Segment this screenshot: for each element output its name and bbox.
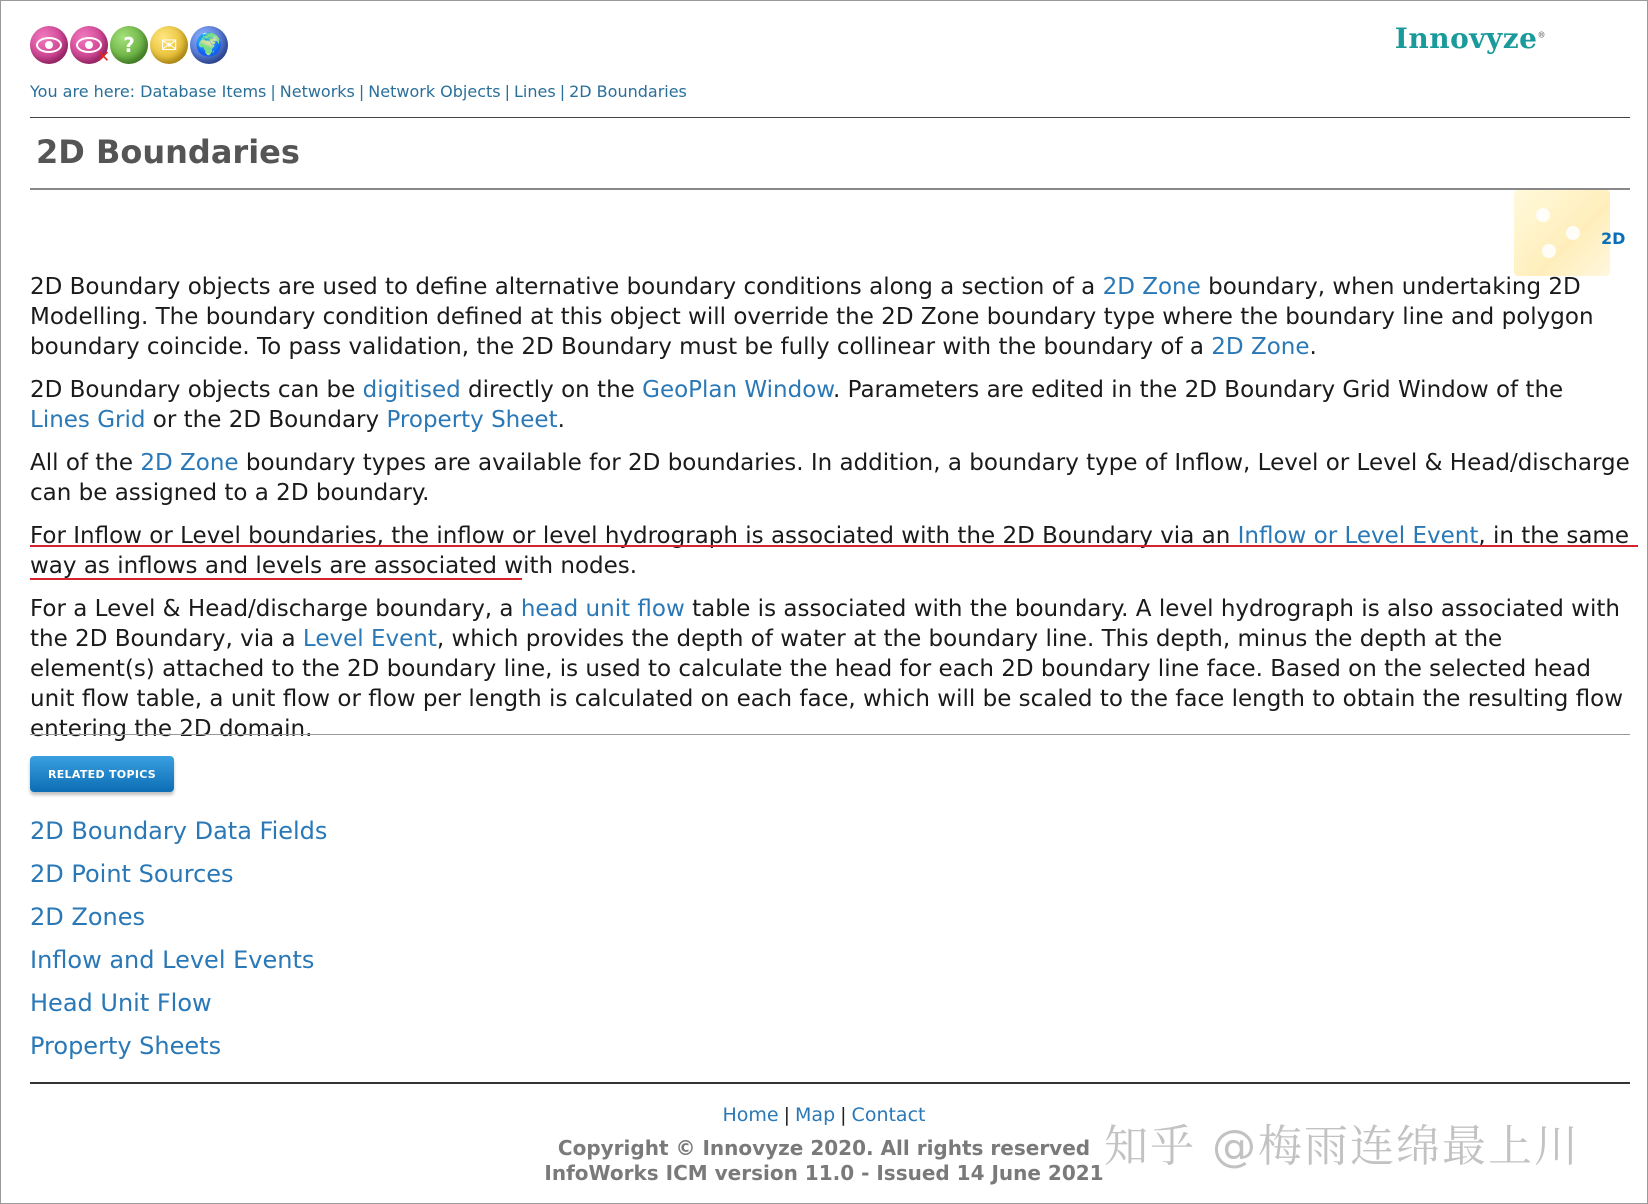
link-2d-zone[interactable]: 2D Zone — [1102, 274, 1201, 300]
link-2d-zone[interactable]: 2D Zone — [140, 450, 239, 476]
help-icon[interactable]: ? — [110, 26, 148, 64]
breadcrumb-2d-boundaries[interactable]: 2D Boundaries — [569, 82, 687, 101]
paragraph-head-discharge: For a Level & Head/discharge boundary, a head unit flow table is associated with the boundary. A level hydrograph is also associated with the 2D Boundary, via a Level Event, which provides the depth of water at the boundary line. This depth, minus the depth at the element(s) attached to the 2D boundary line, is used to calculate the head for each 2D boundary line face. Based on the selected head unit flow table, a unit flow or flow per length is calculated on each face, which will be scaled to the face length to obtain the resulting flow entering the 2D domain. — [30, 596, 1624, 742]
footer-map-link[interactable]: Map — [795, 1104, 836, 1126]
breadcrumb-lines[interactable]: Lines — [514, 82, 556, 101]
paragraph-digitising: 2D Boundary objects can be digitised directly on the GeoPlan Window. Parameters are edited in the 2D Boundary Grid Window of the Lines Grid or the 2D Boundary Property Sheet. — [30, 377, 1564, 433]
divider — [30, 188, 1630, 190]
related-topic-2d-point-sources[interactable]: 2D Point Sources — [30, 860, 234, 888]
mail-icon[interactable]: ✉ — [150, 26, 188, 64]
related-topic-head-unit-flow[interactable]: Head Unit Flow — [30, 989, 212, 1017]
link-digitised[interactable]: digitised — [362, 377, 461, 403]
divider — [30, 734, 1630, 735]
link-level-event[interactable]: Level Event — [302, 626, 437, 652]
footer-contact-link[interactable]: Contact — [851, 1104, 926, 1126]
paragraph-intro: 2D Boundary objects are used to define alternative boundary conditions along a section of a 2D Zone boundary, when undertaking 2D Modelling. The boundary condition defined at this object will override the 2D Zone boundary type where the boundary line and polygon boundary coincide. To pass validation, the 2D Boundary must be fully collinear with the boundary of a 2D Zone. — [30, 274, 1594, 360]
breadcrumb: You are here: Database Items | Networks | Network Objects | Lines | 2D Boundaries — [30, 82, 687, 101]
corner-decoration-image — [1514, 190, 1610, 276]
link-lines-grid[interactable]: Lines Grid — [30, 407, 146, 433]
breadcrumb-database-items[interactable]: Database Items — [140, 82, 267, 101]
related-topic-inflow-level-events[interactable]: Inflow and Level Events — [30, 946, 315, 974]
brand-logo[interactable]: Innovyze® — [1394, 22, 1546, 55]
link-property-sheet[interactable]: Property Sheet — [386, 407, 558, 433]
paragraph-boundary-types: All of the 2D Zone boundary types are available for 2D boundaries. In addition, a boundary type of Inflow, Level or Level & Head/discharge can be assigned to a 2D boundary. — [30, 450, 1630, 506]
divider — [30, 117, 1630, 118]
watermark: 知乎 @梅雨连绵最上川 — [1104, 1121, 1580, 1172]
breadcrumb-prefix: You are here: — [30, 82, 136, 101]
copyright-text: Copyright © Innovyze 2020. All rights reserved — [557, 1136, 1091, 1160]
version-text: InfoWorks ICM version 11.0 - Issued 14 June 2021 — [544, 1161, 1104, 1185]
link-2d-zone[interactable]: 2D Zone — [1211, 334, 1310, 360]
main-content — [30, 272, 1630, 757]
footer-links: Home | Map | Contact — [722, 1104, 926, 1126]
eye-cross-icon[interactable]: ✕ — [70, 26, 108, 64]
page-title: 2D Boundaries — [36, 133, 300, 171]
red-underline-annotation — [30, 545, 1638, 547]
eye-icon[interactable] — [30, 26, 68, 64]
divider — [30, 1082, 1630, 1084]
red-underline-annotation — [30, 578, 522, 580]
link-inflow-level-event[interactable]: Inflow or Level Event — [1237, 523, 1479, 549]
related-topics-button[interactable]: RELATED TOPICS — [30, 756, 174, 792]
footer-home-link[interactable]: Home — [722, 1104, 779, 1126]
related-topics-list — [30, 816, 327, 1074]
related-topic-property-sheets[interactable]: Property Sheets — [30, 1032, 222, 1060]
breadcrumb-network-objects[interactable]: Network Objects — [368, 82, 501, 101]
globe-icon[interactable]: 🌍 — [190, 26, 228, 64]
breadcrumb-networks[interactable]: Networks — [279, 82, 355, 101]
related-topic-2d-boundary-data-fields[interactable]: 2D Boundary Data Fields — [30, 817, 328, 845]
link-geoplan-window[interactable]: GeoPlan Window — [642, 377, 833, 403]
toolbar-icons — [30, 26, 228, 64]
link-head-unit-flow[interactable]: head unit flow — [520, 596, 685, 622]
2d-badge-icon: 2D — [1601, 229, 1626, 248]
related-topic-2d-zones[interactable]: 2D Zones — [30, 903, 145, 931]
paragraph-inflow-level: For Inflow or Level boundaries, the inflow or level hydrograph is associated with the 2D Boundary via an Inflow or Level Event, in the same way as inflows and levels are associated with nodes. — [30, 523, 1629, 579]
